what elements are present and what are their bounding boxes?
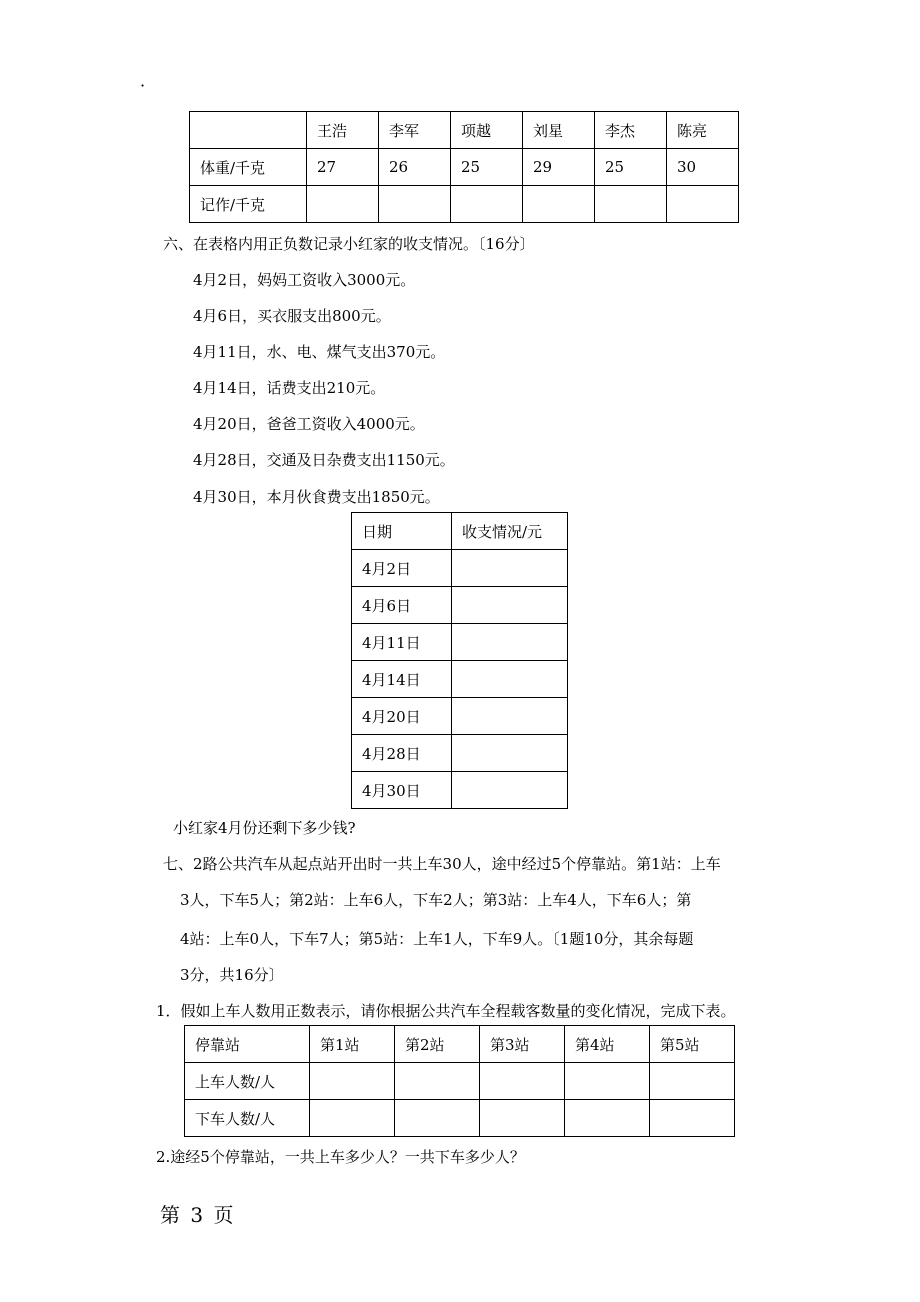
table-row <box>352 513 568 550</box>
table-header-cell: 李军 <box>379 112 451 149</box>
section7-line: 3人，下车5人；第2站：上车6人，下车2人；第3站：上车4人，下车6人；第 <box>180 891 692 909</box>
table-cell <box>667 186 739 223</box>
section6-title: 六、在表格内用正负数记录小红家的收支情况。〔16分〕 <box>163 235 535 253</box>
table-cell <box>190 112 307 149</box>
table-cell <box>480 1063 565 1100</box>
bus-table <box>184 1025 735 1137</box>
table-row <box>185 1026 735 1063</box>
section6-question: 小红家4月份还剩下多少钱? <box>173 819 356 837</box>
table-header-cell: 第3站 <box>480 1026 565 1063</box>
row-label: 上车人数/人 <box>185 1063 310 1100</box>
question-1: 1．假如上车人数用正数表示，请你根据公共汽车全程载客数量的变化情况，完成下表。 <box>156 1002 736 1020</box>
date-cell: 4月20日 <box>352 698 452 735</box>
table-header-cell: 第2站 <box>395 1026 480 1063</box>
section7-line: 3分，共16分〕 <box>180 966 284 984</box>
table-row <box>185 1063 735 1100</box>
date-cell: 4月14日 <box>352 661 452 698</box>
table-row <box>185 1100 735 1137</box>
table-header-cell: 第4站 <box>565 1026 650 1063</box>
table-row <box>352 587 568 624</box>
table-header-cell: 李杰 <box>595 112 667 149</box>
list-item: 4月2日，妈妈工资收入3000元。 <box>193 271 416 289</box>
table-cell <box>523 186 595 223</box>
table-cell: 25 <box>595 149 667 186</box>
list-item: 4月6日，买衣服支出800元。 <box>193 307 391 325</box>
table-cell: 29 <box>523 149 595 186</box>
table-header-cell: 刘星 <box>523 112 595 149</box>
table-row <box>352 550 568 587</box>
section7-line: 七、2路公共汽车从起点站开出时一共上车30人，途中经过5个停靠站。第1站：上车 <box>163 855 721 873</box>
list-item: 4月11日，水、电、煤气支出370元。 <box>193 343 446 361</box>
table-header-cell: 收支情况/元 <box>452 513 568 550</box>
date-cell: 4月2日 <box>352 550 452 587</box>
table-cell <box>480 1100 565 1137</box>
table-cell: 26 <box>379 149 451 186</box>
table-row <box>352 624 568 661</box>
top-mark: · <box>140 76 146 95</box>
table-row <box>190 149 739 186</box>
table-row <box>352 698 568 735</box>
list-item: 4月20日，爸爸工资收入4000元。 <box>193 415 425 433</box>
table-cell <box>565 1063 650 1100</box>
table-cell: 27 <box>307 149 379 186</box>
weight-table <box>189 111 739 223</box>
table-cell <box>595 186 667 223</box>
table-cell <box>452 698 568 735</box>
table-cell <box>379 186 451 223</box>
table-header-cell: 项越 <box>451 112 523 149</box>
date-cell: 4月11日 <box>352 624 452 661</box>
table-cell <box>310 1100 395 1137</box>
section7-line: 4站：上车0人，下车7人；第5站：上车1人，下车9人。〔1题10分，其余每题 <box>180 930 694 948</box>
table-header-cell: 停靠站 <box>185 1026 310 1063</box>
income-table <box>351 512 568 809</box>
table-header-cell: 第5站 <box>650 1026 735 1063</box>
table-cell <box>452 550 568 587</box>
table-row <box>352 772 568 809</box>
table-cell <box>395 1063 480 1100</box>
date-cell: 4月28日 <box>352 735 452 772</box>
table-cell <box>452 624 568 661</box>
page-number: 第 3 页 <box>160 1203 236 1227</box>
table-header-cell: 日期 <box>352 513 452 550</box>
table-header-cell: 陈亮 <box>667 112 739 149</box>
table-row <box>352 735 568 772</box>
table-cell <box>565 1100 650 1137</box>
table-cell <box>310 1063 395 1100</box>
row-label: 下车人数/人 <box>185 1100 310 1137</box>
list-item: 4月30日，本月伙食费支出1850元。 <box>193 488 440 506</box>
table-row <box>190 112 739 149</box>
table-cell <box>650 1063 735 1100</box>
table-cell <box>452 587 568 624</box>
row-label: 体重/千克 <box>190 149 307 186</box>
table-cell: 25 <box>451 149 523 186</box>
table-row <box>352 661 568 698</box>
date-cell: 4月6日 <box>352 587 452 624</box>
table-row <box>190 186 739 223</box>
row-label: 记作/千克 <box>190 186 307 223</box>
question-2: 2.途经5个停靠站，一共上车多少人？一共下车多少人？ <box>156 1148 525 1166</box>
table-header-cell: 第1站 <box>310 1026 395 1063</box>
list-item: 4月14日，话费支出210元。 <box>193 379 386 397</box>
table-cell: 30 <box>667 149 739 186</box>
table-cell <box>452 772 568 809</box>
table-cell <box>307 186 379 223</box>
table-header-cell: 王浩 <box>307 112 379 149</box>
date-cell: 4月30日 <box>352 772 452 809</box>
table-cell <box>452 735 568 772</box>
table-cell <box>451 186 523 223</box>
table-cell <box>452 661 568 698</box>
table-cell <box>650 1100 735 1137</box>
list-item: 4月28日，交通及日杂费支出1150元。 <box>193 451 455 469</box>
table-cell <box>395 1100 480 1137</box>
